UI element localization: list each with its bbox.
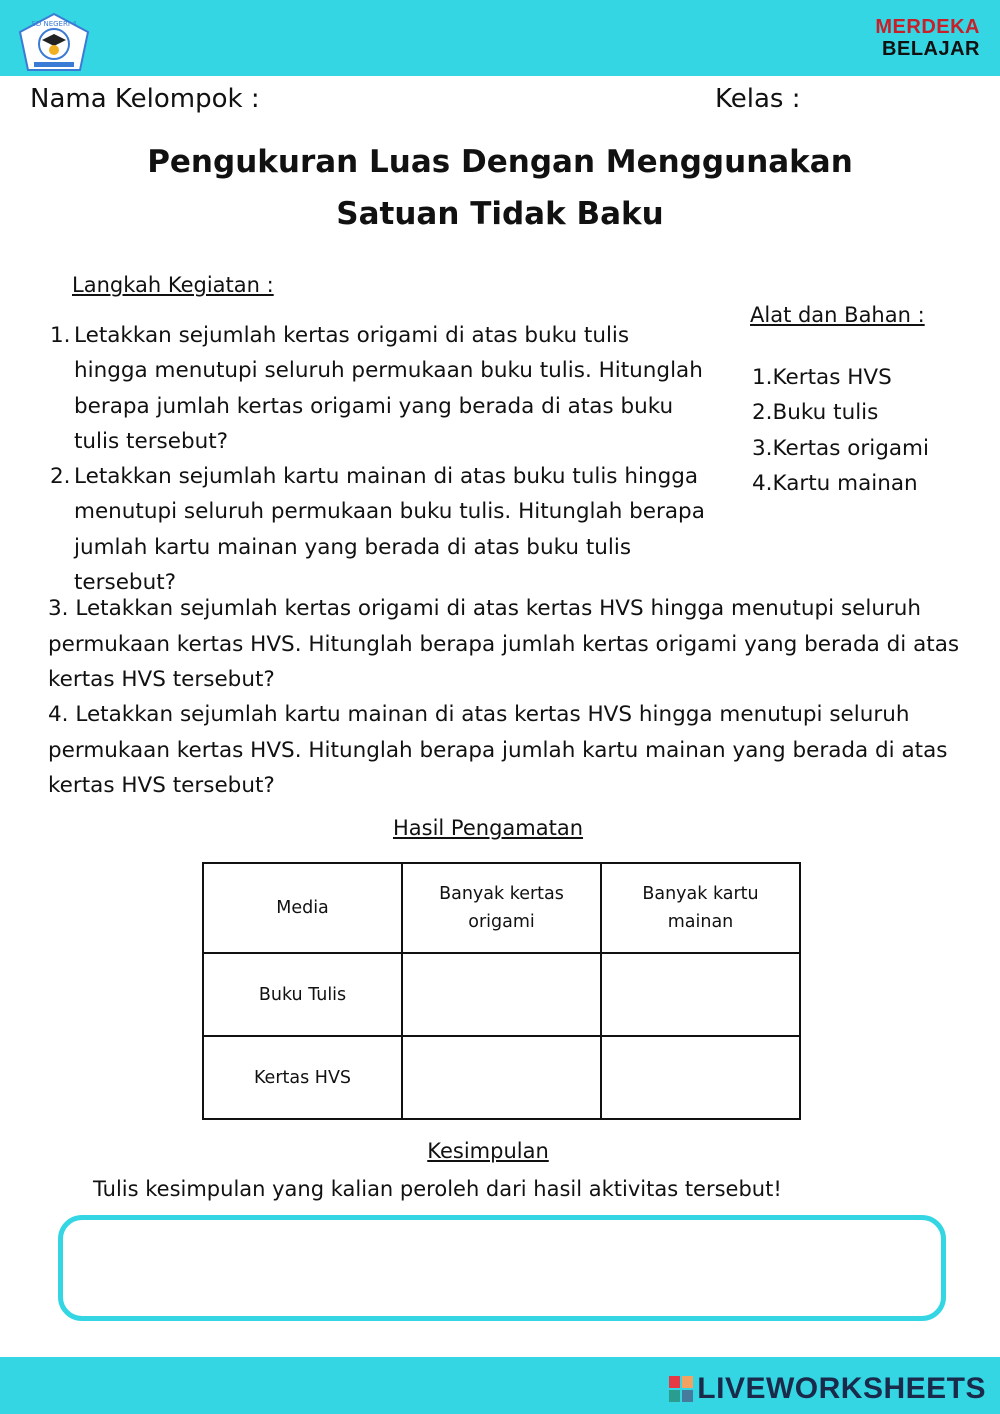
footer-brand: LIVEWORKSHEETS — [697, 1372, 986, 1405]
page-title — [0, 136, 1000, 240]
step-3-text: 3. Letakkan sejumlah kertas origami di atas kertas HVS hingga menutupi seluruh permukaan kertas HVS. Hitunglah berapa jumlah kertas origami yang berada di atas kertas HVS tersebut? — [48, 596, 960, 692]
list-item — [46, 318, 706, 459]
class-label: Kelas : — [715, 84, 801, 114]
answer-cell[interactable] — [402, 953, 601, 1036]
merdeka-belajar-logo — [875, 16, 980, 60]
list-item: 4.Kartu mainan — [752, 470, 918, 496]
conclusion-instruction: Tulis kesimpulan yang kalian peroleh dari hasil aktivitas tersebut! — [93, 1177, 782, 1201]
title-line-2: Satuan Tidak Baku — [336, 196, 664, 232]
list-item: 2.Buku tulis — [752, 400, 879, 426]
step-text: Letakkan sejumlah kertas origami di atas buku tulis hingga menutupi seluruh permukaan buku tulis. Hitunglah berapa jumlah kertas origami yang berada di atas buku tulis tersebut? — [74, 323, 703, 454]
answer-cell[interactable] — [601, 953, 800, 1036]
brand-line-1: MERDEKA — [875, 16, 980, 38]
liveworksheets-logo — [669, 1372, 986, 1406]
step-text: Letakkan sejumlah kartu mainan di atas buku tulis hingga menutupi seluruh permukaan buku tulis. Hitunglah berapa jumlah kartu mainan yang berada di atas buku tulis tersebut? — [74, 464, 705, 596]
observation-heading: Hasil Pengamatan — [392, 816, 584, 840]
table-cell: Kertas HVS — [203, 1036, 402, 1119]
column-header: Banyak kertas origami — [402, 863, 601, 953]
tools-heading: Alat dan Bahan : — [750, 303, 925, 327]
tools-list — [752, 360, 929, 501]
step-4-text: 4. Letakkan sejumlah kartu mainan di atas kertas HVS hingga menutupi seluruh permukaan kertas HVS. Hitunglah berapa jumlah kartu mainan yang berada di atas kertas HVS tersebut? — [48, 702, 948, 798]
liveworksheets-icon — [669, 1376, 693, 1402]
table-row — [203, 1036, 800, 1119]
observation-table — [202, 862, 801, 1120]
list-item — [46, 459, 706, 600]
school-logo-icon — [18, 12, 90, 72]
logo-text: SD NEGERI 4 — [31, 20, 77, 28]
title-line-1: Pengukuran Luas Dengan Menggunakan — [147, 144, 853, 180]
header-bar — [0, 0, 1000, 76]
step-number: 2. — [50, 464, 71, 490]
answer-cell[interactable] — [601, 1036, 800, 1119]
step-number: 1. — [50, 323, 71, 348]
list-item: 3.Kertas origami — [752, 435, 929, 461]
brand-line-2: BELAJAR — [882, 38, 980, 60]
answer-cell[interactable] — [402, 1036, 601, 1119]
conclusion-heading: Kesimpulan — [427, 1139, 549, 1163]
steps-heading: Langkah Kegiatan : — [72, 273, 274, 297]
steps-list — [46, 318, 706, 600]
table-header-row — [203, 863, 800, 953]
column-header: Media — [203, 863, 402, 953]
conclusion-answer-box[interactable] — [58, 1215, 946, 1321]
column-header: Banyak kartu mainan — [601, 863, 800, 953]
group-name-label: Nama Kelompok : — [30, 84, 260, 114]
table-row — [203, 953, 800, 1036]
table-cell: Buku Tulis — [203, 953, 402, 1036]
list-item: 1.Kertas HVS — [752, 365, 892, 390]
